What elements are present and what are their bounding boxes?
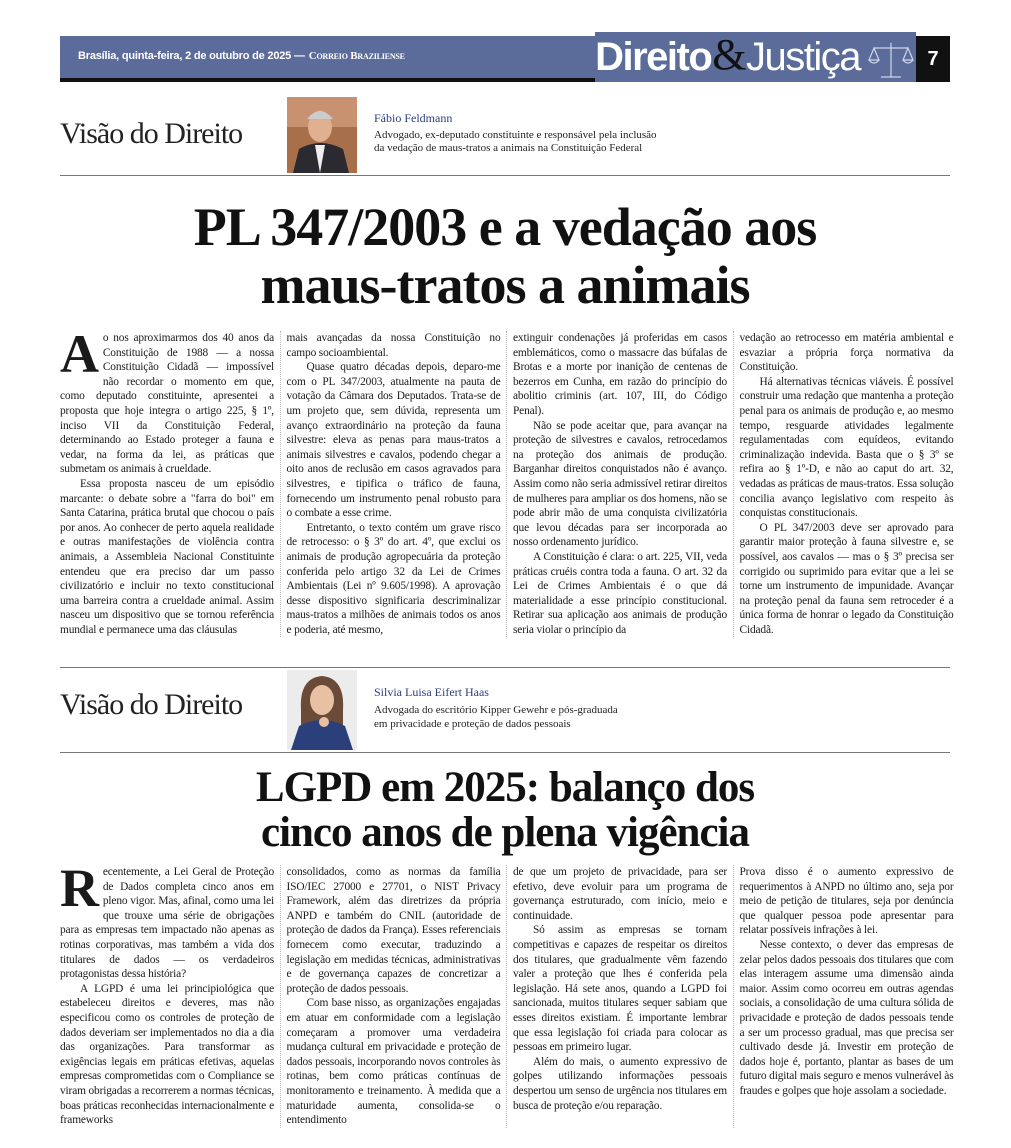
- paragraph: Entretanto, o texto contém um grave risco de retrocesso: o § 3º do art. 4º, que exclui os animais de produção agropecuária da proteção conferida pelo artigo 32 da Lei de Crimes Ambientais (Lei nº 9.605/1998). A aprovação desse dispositivo significaria descriminalizar maus-tratos a milhões de animais todos os anos e poderia, até mesmo,: [286, 521, 501, 636]
- paragraph: Prova disso é o aumento expressivo de requerimentos à ANPD no último ano, seja por meio de petição de titulares, seja por denúncia que qualquer pessoa pode apresentar para relatar possíveis infrações à lei.: [739, 866, 954, 937]
- text-column: [287, 331, 501, 637]
- date-text: Brasília, quinta-feira, 2 de outubro de 2025 —: [78, 50, 305, 62]
- paragraph: Além do mais, o aumento expressivo de golpes utilizando informações pessoais despertou um senso de urgência nos titulares em busca de proteção e/ou reparação.: [513, 1055, 727, 1112]
- author-photo: [287, 97, 357, 173]
- brand-word-1: Direito: [595, 35, 712, 79]
- paragraph: Com base nisso, as organizações engajadas em atuar em conformidade com a legislação começaram a promover uma verdadeira mudança cultural em privacidade e proteção de dados pessoais, incorporando novos controles às rotinas, bem como práticas contínuas de monitoramento e treinamento. À medida que a maturidade aumenta, consolida-se o entendimento: [286, 997, 501, 1127]
- text-column: [740, 865, 954, 1128]
- paragraph: Nesse contexto, o dever das empresas de zelar pelos dados pessoais dos titulares que com elas interagem assume uma dimensão ainda maior. Assim como ocorreu em outras agendas sociais, a consolidação de uma cultura sólida de privacidade e proteção de dados pessoais tende a ser um processo gradual, mas que precisa ser cultivado desde já. Investir em proteção de dados hoje é, portanto, plantar as bases de um futuro digital mais seguro e menos vulnerável às fraudes e golpes que hoje assolam a sociedade.: [739, 938, 954, 1097]
- author-bio-line-2: da vedação de maus-tratos a animais na Constituição Federal: [374, 142, 643, 154]
- paragraph: Só assim as empresas se tornam competitivas e capazes de respeitar os direitos dos titulares, que gradualmente vêm fazendo valer a proteção que lhes é conferida pela legislação. Há sete anos, quando a LGPD foi sancionada, muitos titulares sequer sabiam que esses direitos existiam. É importante lembrar que essa legislação foi criada para colocar as pessoas em primeiro lugar.: [513, 924, 727, 1054]
- article-body: [60, 858, 954, 1128]
- section-title: Visão do Direito: [60, 688, 243, 721]
- text-column: [60, 858, 275, 1128]
- paragraph: O PL 347/2003 deve ser aprovado para garantir maior proteção à fauna silvestre e, se possível, aos cavalos — mas o § 3º precisa ser corrigido ou suprimido para evitar que a lei se torne um instrumento de impunidade. Avançar na proteção penal da fauna sem retroceder é a única forma de honrar o legado da Constituição Cidadã.: [739, 521, 954, 636]
- paragraph: Não se pode aceitar que, para avançar na proteção de silvestres e cavalos, retrocedamos na proteção dos animais de produção. Barganhar direitos conquistados não é avanço. Assim como não seria admissível retirar direitos de mulheres para ampliar os dos homens, não se pode abrir mão de uma conquista civilizatória que levou décadas para ser incorporada ao nosso ordenamento jurídico.: [513, 419, 727, 549]
- opinion-header-2: [60, 668, 950, 752]
- divider: [60, 752, 950, 753]
- brand-word-2: Justiça: [746, 35, 860, 79]
- brand-ampersand: &: [712, 30, 745, 79]
- paragraph: Quase quatro décadas depois, deparo-me com o PL 347/2003, atualmente na pauta de votação da Câmara dos Deputados. Trata-se de um projeto que, sem dúvida, representa um avanço extraordinário na proteção da fauna silvestre: eleva as penas para maus-tratos a animais silvestres e cavalos, podendo chegar a oito anos de reclusão em casos agravados para silvestres, e tipifica o tráfico de fauna, fornecendo um instrumento penal robusto para o combate a esse crime.: [286, 361, 501, 520]
- author-name: Fábio Feldmann: [374, 111, 453, 125]
- text-column: [740, 331, 954, 637]
- headline-line-2: cinco anos de plena vigência: [260, 809, 750, 856]
- article-body: [60, 324, 954, 637]
- paragraph: o nos aproximarmos dos 40 anos da Constituição de 1988 — a nossa Constituição Cidadã — impossível não recordar o momento em que, como deputado constituinte, apresentei a proposta que hoje integra o artigo 225, § 1º, inciso VII da Constituição Federal, determinando ao Estado proteger a fauna e vedar, na forma da lei, as práticas que submetam os animais à crueldade.: [60, 332, 274, 476]
- divider: [60, 175, 950, 176]
- headline-line-1: PL 347/2003 e a vedação aos: [193, 197, 817, 257]
- article-headline: [60, 198, 950, 314]
- paragraph: de que um projeto de privacidade, para ser efetivo, deve evoluir para um programa de governança estruturado, com início, meio e continuidade.: [513, 866, 727, 922]
- text-column: [287, 865, 501, 1128]
- author-bio-line-1: Advogada do escritório Kipper Gewehr e pós-graduada: [374, 704, 618, 716]
- headline-line-2: maus-tratos a animais: [260, 255, 750, 315]
- scales-of-justice-icon: [866, 40, 916, 80]
- drop-cap: A: [60, 324, 99, 384]
- paragraph: extinguir condenações já proferidas em casos emblemáticos, como o massacre das búfalas de Brotas e a morte por inanição de centenas de bezerros em Cunha, em razão do princípio do abolitio criminis (art. 107, III, do Código Penal).: [513, 332, 727, 417]
- section-title: Visão do Direito: [60, 117, 243, 150]
- paragraph: vedação ao retrocesso em matéria ambiental e esvaziar a própria força normativa da Constituição.: [739, 332, 954, 374]
- author-name: Silvia Luisa Eifert Haas: [374, 685, 489, 699]
- paragraph: Há alternativas técnicas viáveis. É possível construir uma redação que mantenha a proteção penal para os animais de produção e, ao mesmo tempo, resguarde atividades legalmente regulamentadas com equídeos, evitando criminalização indevida. Basta que o § 3º se refira ao § 1º-D, e não ao caput do art. 32, vedadas as práticas de maus-tratos. Essa solução concilia avanço legislativo com respeito às conquistas constitucionais.: [739, 375, 954, 520]
- paragraph: consolidados, como as normas da família ISO/IEC 27000 e 27701, o NIST Privacy Framework, além das diretrizes da própria ANPD e também do CNIL (autoridade de proteção de dados da França). Esses referenciais fornecem como executar, traduzindo a legislação em medidas técnicas, administrativas e de governança capazes de concretizar a proteção de dados pessoais.: [286, 866, 501, 995]
- dateline: [78, 50, 405, 62]
- paragraph: mais avançadas da nossa Constituição no campo socioambiental.: [286, 332, 501, 359]
- paragraph: A LGPD é uma lei principiológica que estabeleceu direitos e deveres, mas não especificou como os controles de proteção de dados deveriam ser implementados no dia a dia das organizações. Para transformar as exigências legais em práticas efetivas, aquelas empresas comprometidas com o Compliance se viram obrigadas a recorrerem a normas técnicas, boas práticas reconhecidas internacionalmente e frameworks: [60, 982, 275, 1127]
- text-column: [513, 865, 727, 1128]
- article-headline: [60, 765, 950, 855]
- headline-line-1: LGPD em 2025: balanço dos: [255, 764, 755, 811]
- paragraph: ecentemente, a Lei Geral de Proteção de Dados completa cinco anos em pleno vigor. Mas, afinal, como uma lei que trouxe uma série de obrigações para as empresas tem impactado não apenas as rotinas corporativas, mas também a vida dos titulares de dados — os verdadeiros protagonistas dessa história?: [60, 866, 274, 981]
- author-bio-line-1: Advogado, ex-deputado constituinte e responsável pela inclusão: [374, 129, 657, 141]
- opinion-header-1: [60, 95, 950, 175]
- paragraph: A Constituição é clara: o art. 225, VII, veda práticas cruéis contra toda a fauna. O art. 32 da Lei de Crimes Ambientais é o que dá materialidade a esse princípio constitucional. Retirar sua aplicação aos animais de produção seria violar o princípio da: [513, 550, 727, 636]
- page-number: 7: [916, 36, 950, 82]
- section-brand: [595, 32, 916, 82]
- newspaper-name: Correio Braziliense: [308, 50, 405, 62]
- author-bio-line-2: em privacidade e proteção de dados pessoais: [374, 718, 571, 730]
- text-column: [60, 324, 274, 637]
- paragraph: Essa proposta nasceu de um episódio marcante: o debate sobre a "farra do boi" em Santa Catarina, prática brutal que chocou o país por anos. Ao conhecer de perto aquela realidade e outras manifestações de violência contra animais, a Assembleia Nacional Constituinte entendeu que era preciso dar um passo civilizatório e incluir no texto constitucional uma barreira contra a crueldade animal. Assim nasceu um dispositivo que se tornou referência mundial e permanece uma das cláusulas: [60, 477, 274, 636]
- text-column: [513, 331, 727, 637]
- page-header-bar: [60, 30, 950, 82]
- drop-cap: R: [60, 858, 99, 918]
- author-photo: [287, 670, 357, 750]
